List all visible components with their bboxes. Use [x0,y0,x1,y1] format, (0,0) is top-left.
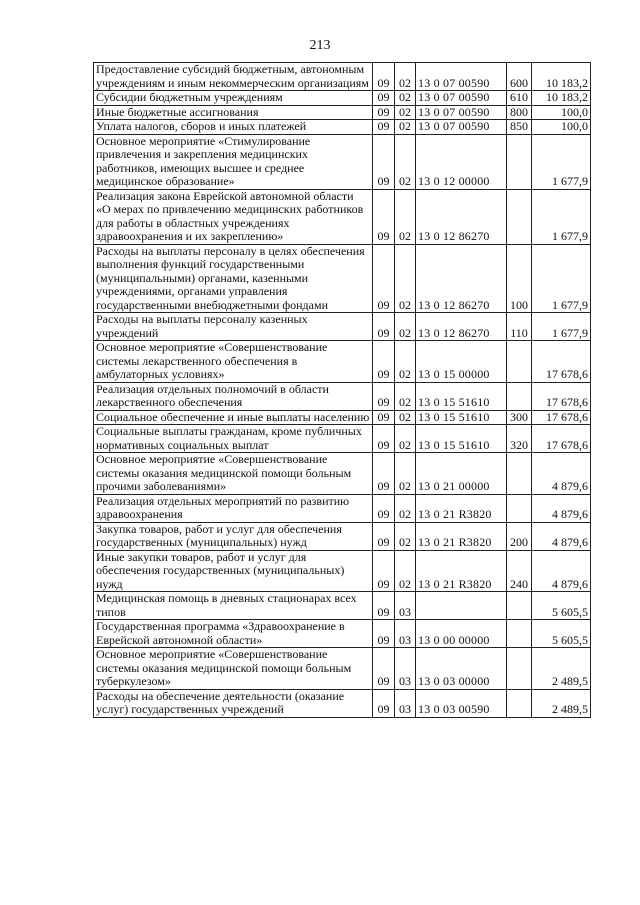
row-section-code: 09 [373,410,395,425]
row-section-code: 09 [373,425,395,453]
row-name: Закупка товаров, работ и услуг для обеспечения государственных (муниципальных) нужд [94,522,373,550]
row-amount: 4 879,6 [532,494,591,522]
row-section-code: 09 [373,313,395,341]
row-section-code: 09 [373,453,395,495]
row-expense-type-code [507,189,532,244]
row-amount: 10 183,2 [532,91,591,106]
row-target-article-code: 13 0 15 51610 [416,382,507,410]
row-expense-type-code: 100 [507,244,532,313]
row-section-code: 09 [373,120,395,135]
row-section-code: 09 [373,648,395,690]
row-subsection-code: 02 [395,425,416,453]
row-amount: 2 489,5 [532,648,591,690]
table-row [94,341,591,383]
row-amount: 10 183,2 [532,63,591,91]
row-expense-type-code: 800 [507,105,532,120]
row-amount: 5 605,5 [532,592,591,620]
table-row [94,410,591,425]
row-expense-type-code: 850 [507,120,532,135]
table-row [94,63,591,91]
row-section-code: 09 [373,134,395,189]
row-subsection-code: 03 [395,592,416,620]
row-name: Иные закупки товаров, работ и услуг для обеспечения государственных (муниципальных) нужд [94,550,373,592]
row-target-article-code: 13 0 07 00590 [416,91,507,106]
row-section-code: 09 [373,382,395,410]
row-amount: 4 879,6 [532,453,591,495]
row-expense-type-code [507,341,532,383]
row-subsection-code: 02 [395,105,416,120]
row-section-code: 09 [373,689,395,717]
row-target-article-code: 13 0 12 86270 [416,189,507,244]
row-amount: 2 489,5 [532,689,591,717]
row-amount: 100,0 [532,105,591,120]
row-expense-type-code [507,592,532,620]
row-target-article-code: 13 0 03 00590 [416,689,507,717]
row-name: Предоставление субсидий бюджетным, автономным учреждениям и иным некоммерческим организациям [94,63,373,91]
row-subsection-code: 02 [395,522,416,550]
row-target-article-code: 13 0 15 00000 [416,341,507,383]
row-amount: 17 678,6 [532,382,591,410]
row-expense-type-code [507,382,532,410]
row-target-article-code: 13 0 12 00000 [416,134,507,189]
row-target-article-code: 13 0 07 00590 [416,105,507,120]
row-target-article-code: 13 0 21 00000 [416,453,507,495]
row-name: Основное мероприятие «Совершенствование системы оказания медицинской помощи больным туберкулезом» [94,648,373,690]
row-section-code: 09 [373,522,395,550]
row-name: Иные бюджетные ассигнования [94,105,373,120]
row-target-article-code: 13 0 00 00000 [416,620,507,648]
row-section-code: 09 [373,550,395,592]
row-name: Основное мероприятие «Стимулирование привлечения и закрепления медицинских работников, имеющих высшее и среднее медицинское образование» [94,134,373,189]
row-amount: 1 677,9 [532,134,591,189]
row-amount: 17 678,6 [532,425,591,453]
row-target-article-code: 13 0 15 51610 [416,410,507,425]
row-target-article-code: 13 0 21 R3820 [416,522,507,550]
row-expense-type-code [507,494,532,522]
row-subsection-code: 02 [395,341,416,383]
row-name: Реализация отдельных мероприятий по развитию здравоохранения [94,494,373,522]
row-target-article-code: 13 0 21 R3820 [416,550,507,592]
row-target-article-code [416,592,507,620]
row-subsection-code: 02 [395,550,416,592]
table-row [94,244,591,313]
row-amount: 5 605,5 [532,620,591,648]
row-target-article-code: 13 0 12 86270 [416,313,507,341]
row-expense-type-code: 240 [507,550,532,592]
row-amount: 1 677,9 [532,244,591,313]
row-section-code: 09 [373,341,395,383]
row-target-article-code: 13 0 03 00000 [416,648,507,690]
table-row [94,453,591,495]
row-subsection-code: 02 [395,244,416,313]
budget-table [93,62,591,718]
table-row [94,91,591,106]
row-section-code: 09 [373,494,395,522]
row-expense-type-code [507,453,532,495]
row-amount: 100,0 [532,120,591,135]
row-subsection-code: 02 [395,313,416,341]
row-amount: 17 678,6 [532,410,591,425]
row-subsection-code: 02 [395,453,416,495]
table-row [94,689,591,717]
table-row [94,105,591,120]
row-amount: 1 677,9 [532,313,591,341]
row-expense-type-code [507,689,532,717]
row-expense-type-code [507,648,532,690]
row-expense-type-code [507,134,532,189]
row-subsection-code: 02 [395,189,416,244]
row-expense-type-code: 300 [507,410,532,425]
table-row [94,134,591,189]
table-row [94,494,591,522]
table-row [94,522,591,550]
row-expense-type-code: 110 [507,313,532,341]
row-subsection-code: 03 [395,648,416,690]
row-name: Социальное обеспечение и иные выплаты населению [94,410,373,425]
row-amount: 4 879,6 [532,522,591,550]
row-subsection-code: 02 [395,91,416,106]
row-subsection-code: 03 [395,689,416,717]
row-expense-type-code: 610 [507,91,532,106]
row-section-code: 09 [373,620,395,648]
row-subsection-code: 02 [395,410,416,425]
table-row [94,382,591,410]
row-subsection-code: 02 [395,134,416,189]
row-name: Субсидии бюджетным учреждениям [94,91,373,106]
row-amount: 1 677,9 [532,189,591,244]
row-section-code: 09 [373,189,395,244]
row-name: Расходы на выплаты персоналу казенных учреждений [94,313,373,341]
row-subsection-code: 02 [395,63,416,91]
table-row [94,120,591,135]
row-name: Расходы на выплаты персоналу в целях обеспечения выполнения функций государственными (муниципальными) органами, казенными учреждениями, органами управления государственными внебюджетными фондами [94,244,373,313]
row-section-code: 09 [373,592,395,620]
row-amount: 4 879,6 [532,550,591,592]
row-target-article-code: 13 0 07 00590 [416,63,507,91]
row-name: Расходы на обеспечение деятельности (оказание услуг) государственных учреждений [94,689,373,717]
row-section-code: 09 [373,91,395,106]
table-row [94,620,591,648]
row-subsection-code: 02 [395,382,416,410]
row-amount: 17 678,6 [532,341,591,383]
row-subsection-code: 02 [395,120,416,135]
table-row [94,189,591,244]
table-row [94,592,591,620]
row-name: Медицинская помощь в дневных стационарах всех типов [94,592,373,620]
row-subsection-code: 02 [395,494,416,522]
row-name: Социальные выплаты гражданам, кроме публичных нормативных социальных выплат [94,425,373,453]
row-section-code: 09 [373,105,395,120]
budget-table-body [94,63,591,718]
table-row [94,425,591,453]
table-row [94,550,591,592]
row-subsection-code: 03 [395,620,416,648]
row-section-code: 09 [373,244,395,313]
row-name: Реализация закона Еврейской автономной области «О мерах по привлечению медицинских работников для работы в областных учреждениях здравоохранения и их закреплению» [94,189,373,244]
row-name: Основное мероприятие «Совершенствование системы оказания медицинской помощи больным прочими заболеваниями» [94,453,373,495]
row-name: Основное мероприятие «Совершенствование системы лекарственного обеспечения в амбулаторных условиях» [94,341,373,383]
row-section-code: 09 [373,63,395,91]
table-row [94,648,591,690]
table-row [94,313,591,341]
page-number: 213 [309,38,331,53]
row-name: Уплата налогов, сборов и иных платежей [94,120,373,135]
row-target-article-code: 13 0 15 51610 [416,425,507,453]
row-expense-type-code: 200 [507,522,532,550]
row-expense-type-code [507,620,532,648]
row-target-article-code: 13 0 12 86270 [416,244,507,313]
row-expense-type-code: 600 [507,63,532,91]
row-target-article-code: 13 0 21 R3820 [416,494,507,522]
row-expense-type-code: 320 [507,425,532,453]
row-target-article-code: 13 0 07 00590 [416,120,507,135]
row-name: Государственная программа «Здравоохранение в Еврейской автономной области» [94,620,373,648]
row-name: Реализация отдельных полномочий в области лекарственного обеспечения [94,382,373,410]
